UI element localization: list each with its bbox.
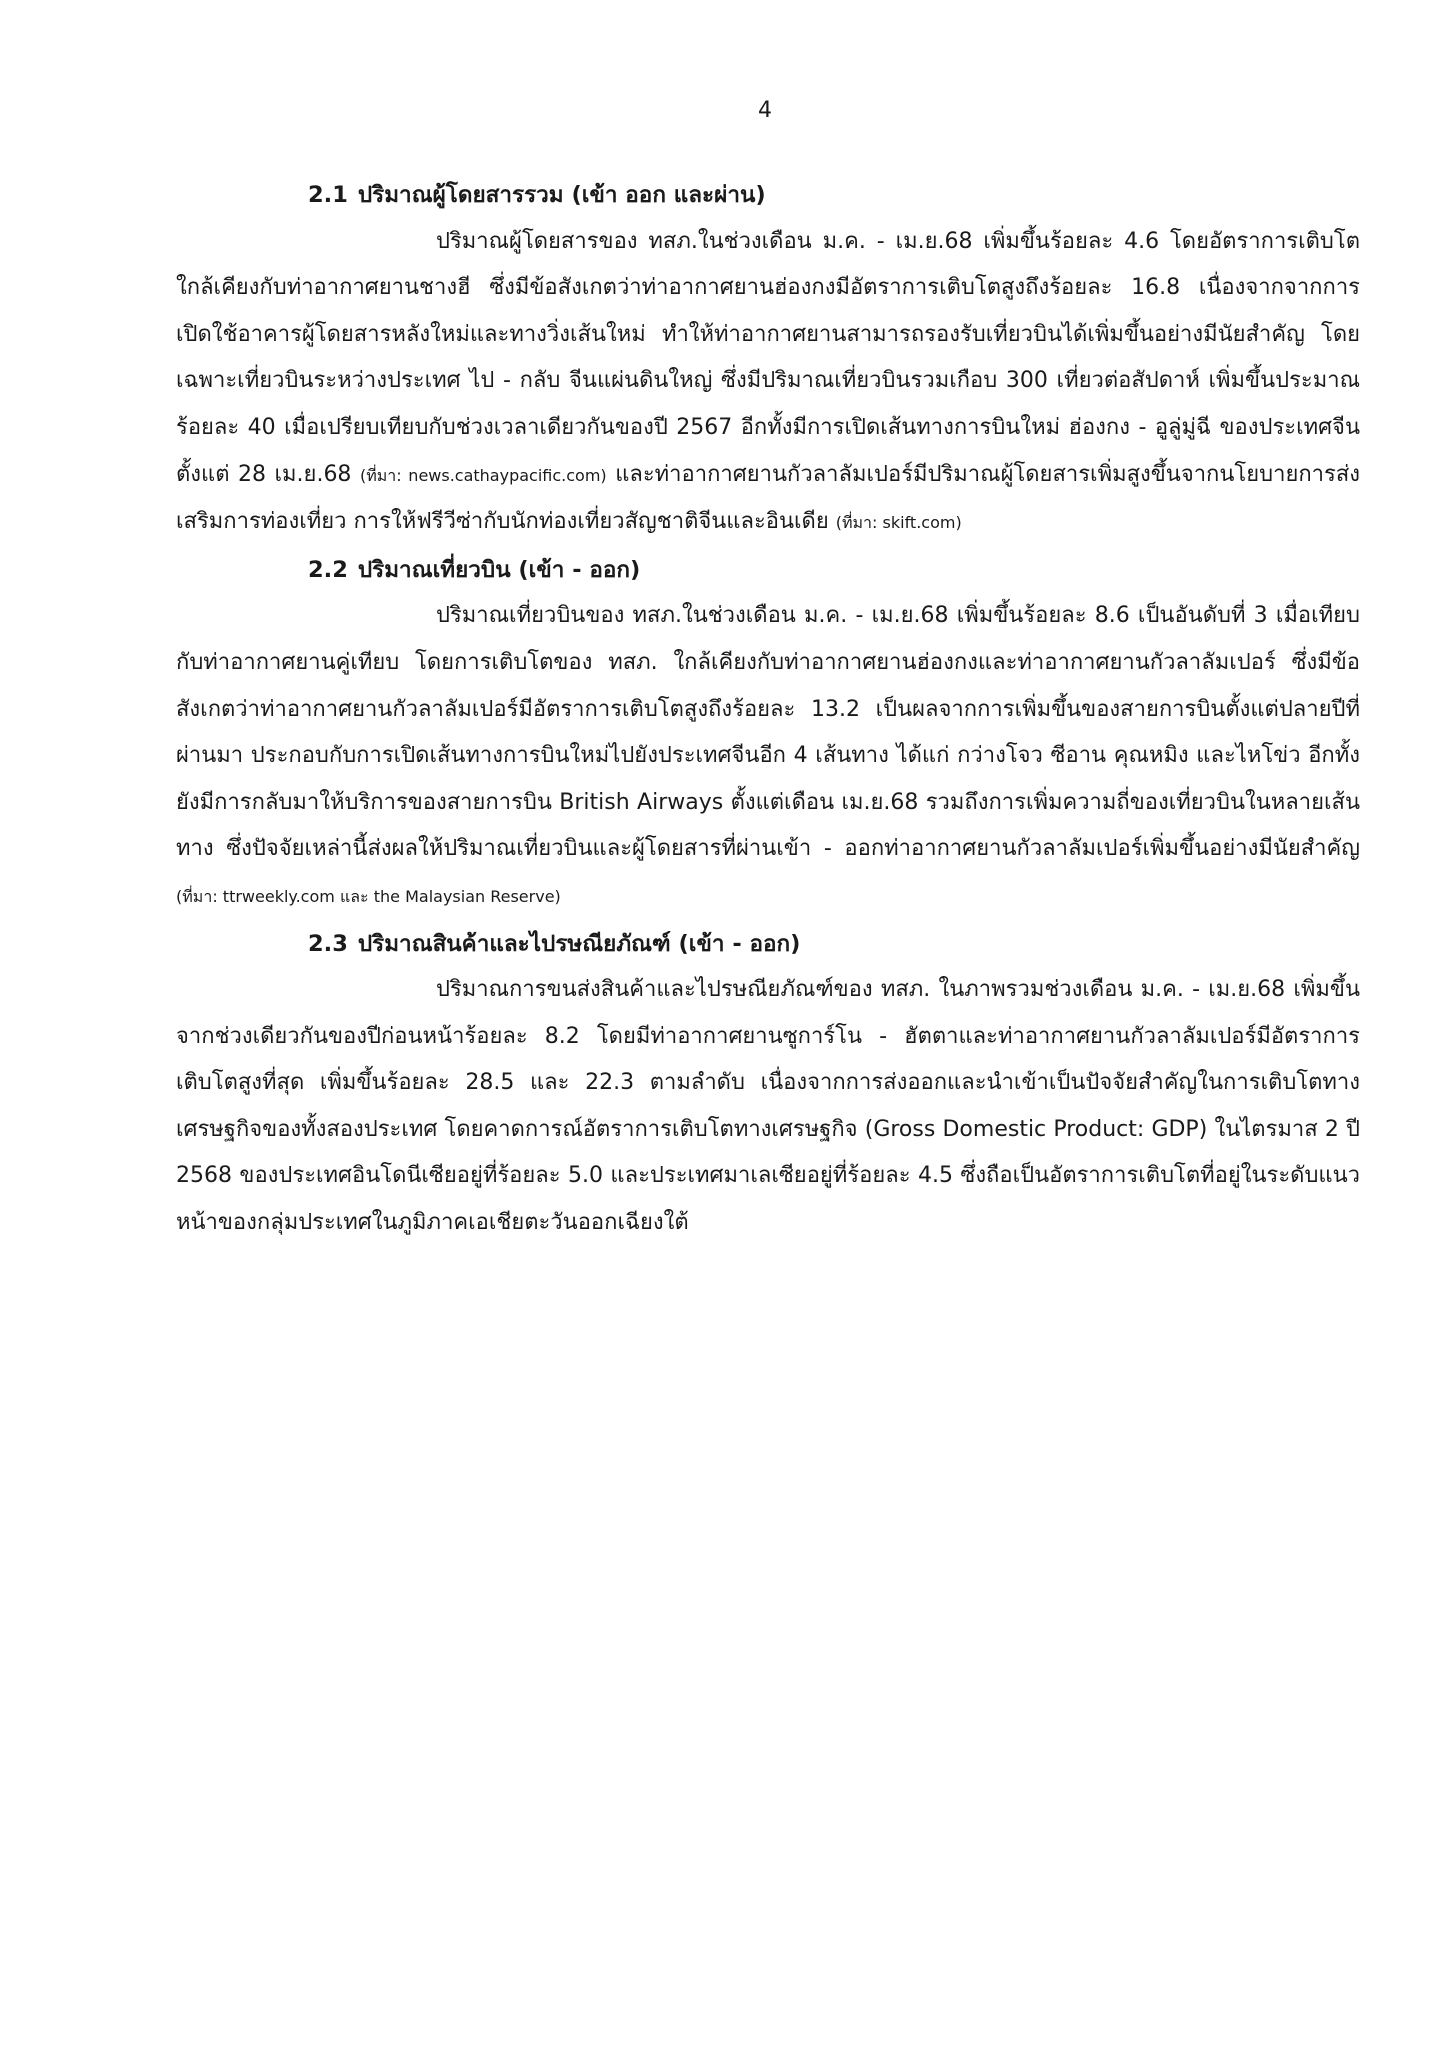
paragraph-text: ปริมาณการขนส่งสินค้าและไปรษณียภัณฑ์ของ ทสภ. ในภาพรวมช่วงเดือน ม.ค. - เม.ย.68 เพิ่มขึ้นจากช่วงเดียวกันของปีก่อนหน้าร้อยละ 8.2 โดยมีท่าอากาศยานซูการ์โน - ฮัตตาและท่าอากาศยานกัวลาลัมเปอร์มีอัตราการเติบโตสูงที่สุด เพิ่มขึ้นร้อยละ 28.5 และ 22.3 ตามลำดับ เนื่องจากการส่งออกและนำเข้าเป็นปัจจัยสำคัญในการเติบโตทางเศรษฐกิจของทั้งสองประเทศ โดยคาดการณ์อัตราการเติบโตทางเศรษฐกิจ (Gross Domestic Product: GDP) ในไตรมาส 2 ปี 2568 ของประเทศอินโดนีเซียอยู่ที่ร้อยละ 5.0 และประเทศมาเลเซียอยู่ที่ร้อยละ 4.5 ซึ่งถือเป็นอัตราการเติบโตที่อยู่ในระดับแนวหน้าของกลุ่มประเทศในภูมิภาคเอเชียตะวันออกเฉียงใต้ [176, 977, 1360, 1236]
section-heading-cargo [176, 921, 1360, 968]
section-number: 2.2 [308, 556, 348, 583]
paragraph-text: และท่าอากาศยานกัวลาลัมเปอร์มีปริมาณผู้โดยสารเพิ่มสูงขึ้นจากนโยบายการส่งเสริมการท่องเที่ยว การให้ฟรีวีซ่ากับนักท่องเที่ยวสัญชาติจีนและอินเดีย [176, 461, 1360, 535]
section-title: ปริมาณสินค้าและไปรษณียภัณฑ์ (เข้า - ออก) [357, 930, 801, 957]
section-paragraph-flights [176, 593, 1360, 920]
paragraph-text: ปริมาณเที่ยวบินของ ทสภ.ในช่วงเดือน ม.ค. - เม.ย.68 เพิ่มขึ้นร้อยละ 8.6 เป็นอันดับที่ 3 เมื่อเทียบกับท่าอากาศยานคู่เทียบ โดยการเติบโตของ ทสภ. ใกล้เคียงกับท่าอากาศยานฮ่องกงและท่าอากาศยานกัวลาลัมเปอร์ ซึ่งมีข้อสังเกตว่าท่าอากาศยานกัวลาลัมเปอร์มีอัตราการเติบโตสูงถึงร้อยละ 13.2 เป็นผลจากการเพิ่มขึ้นของสายการบินตั้งแต่ปลายปีที่ผ่านมา ประกอบกับการเปิดเส้นทางการบินใหม่ไปยังประเทศจีนอีก 4 เส้นทาง ได้แก่ กว่างโจว ซีอาน คุณหมิง และไหโข่ว อีกทั้งยังมีการกลับมาให้บริการของสายการบิน British Airways ตั้งแต่เดือน เม.ย.68 รวมถึงการเพิ่มความถี่ของเที่ยวบินในหลายเส้นทาง ซึ่งปัจจัยเหล่านี้ส่งผลให้ปริมาณเที่ยวบินและผู้โดยสารที่ผ่านเข้า - ออกท่าอากาศยานกัวลาลัมเปอร์เพิ่มขึ้นอย่างมีนัยสำคัญ [176, 603, 1360, 862]
section-paragraph-passengers [176, 219, 1360, 547]
section-heading-flights [176, 547, 1360, 594]
section-title: ปริมาณเที่ยวบิน (เข้า - ออก) [357, 556, 641, 583]
paragraph-text: ปริมาณผู้โดยสารของ ทสภ.ในช่วงเดือน ม.ค. - เม.ย.68 เพิ่มขึ้นร้อยละ 4.6 โดยอัตราการเติบโตใกล้เคียงกับท่าอากาศยานชางฮี ซึ่งมีข้อสังเกตว่าท่าอากาศยานฮ่องกงมีอัตราการเติบโตสูงถึงร้อยละ 16.8 เนื่องจากจากการเปิดใช้อาคารผู้โดยสารหลังใหม่และทางวิ่งเส้นใหม่ ทำให้ท่าอากาศยานสามารถรองรับเที่ยวบินได้เพิ่มขึ้นอย่างมีนัยสำคัญ โดยเฉพาะเที่ยวบินระหว่างประเทศ ไป - กลับ จีนแผ่นดินใหญ่ ซึ่งมีปริมาณเที่ยวบินรวมเกือบ 300 เที่ยวต่อสัปดาห์ เพิ่มขึ้นประมาณร้อยละ 40 เมื่อเปรียบเทียบกับช่วงเวลาเดียวกันของปี 2567 อีกทั้งมีการเปิดเส้นทางการบินใหม่ ฮ่องกง - อูลู่มู่ฉี ของประเทศจีน ตั้งแต่ 28 เม.ย.68 [176, 228, 1360, 487]
section-number: 2.1 [308, 182, 348, 208]
source-citation: (ที่มา: news.cathaypacific.com) [359, 465, 607, 485]
source-citation: (ที่มา: ttrweekly.com และ the Malaysian Reserve) [176, 886, 561, 906]
section-paragraph-cargo [176, 967, 1360, 1247]
section-number: 2.3 [308, 930, 348, 957]
page-number: 4 [758, 98, 772, 123]
source-citation: (ที่มา: skift.com) [835, 513, 962, 533]
section-heading-passengers [176, 172, 1360, 219]
document-body [176, 172, 1360, 1247]
section-title: ปริมาณผู้โดยสารรวม (เข้า ออก และผ่าน) [357, 182, 766, 208]
